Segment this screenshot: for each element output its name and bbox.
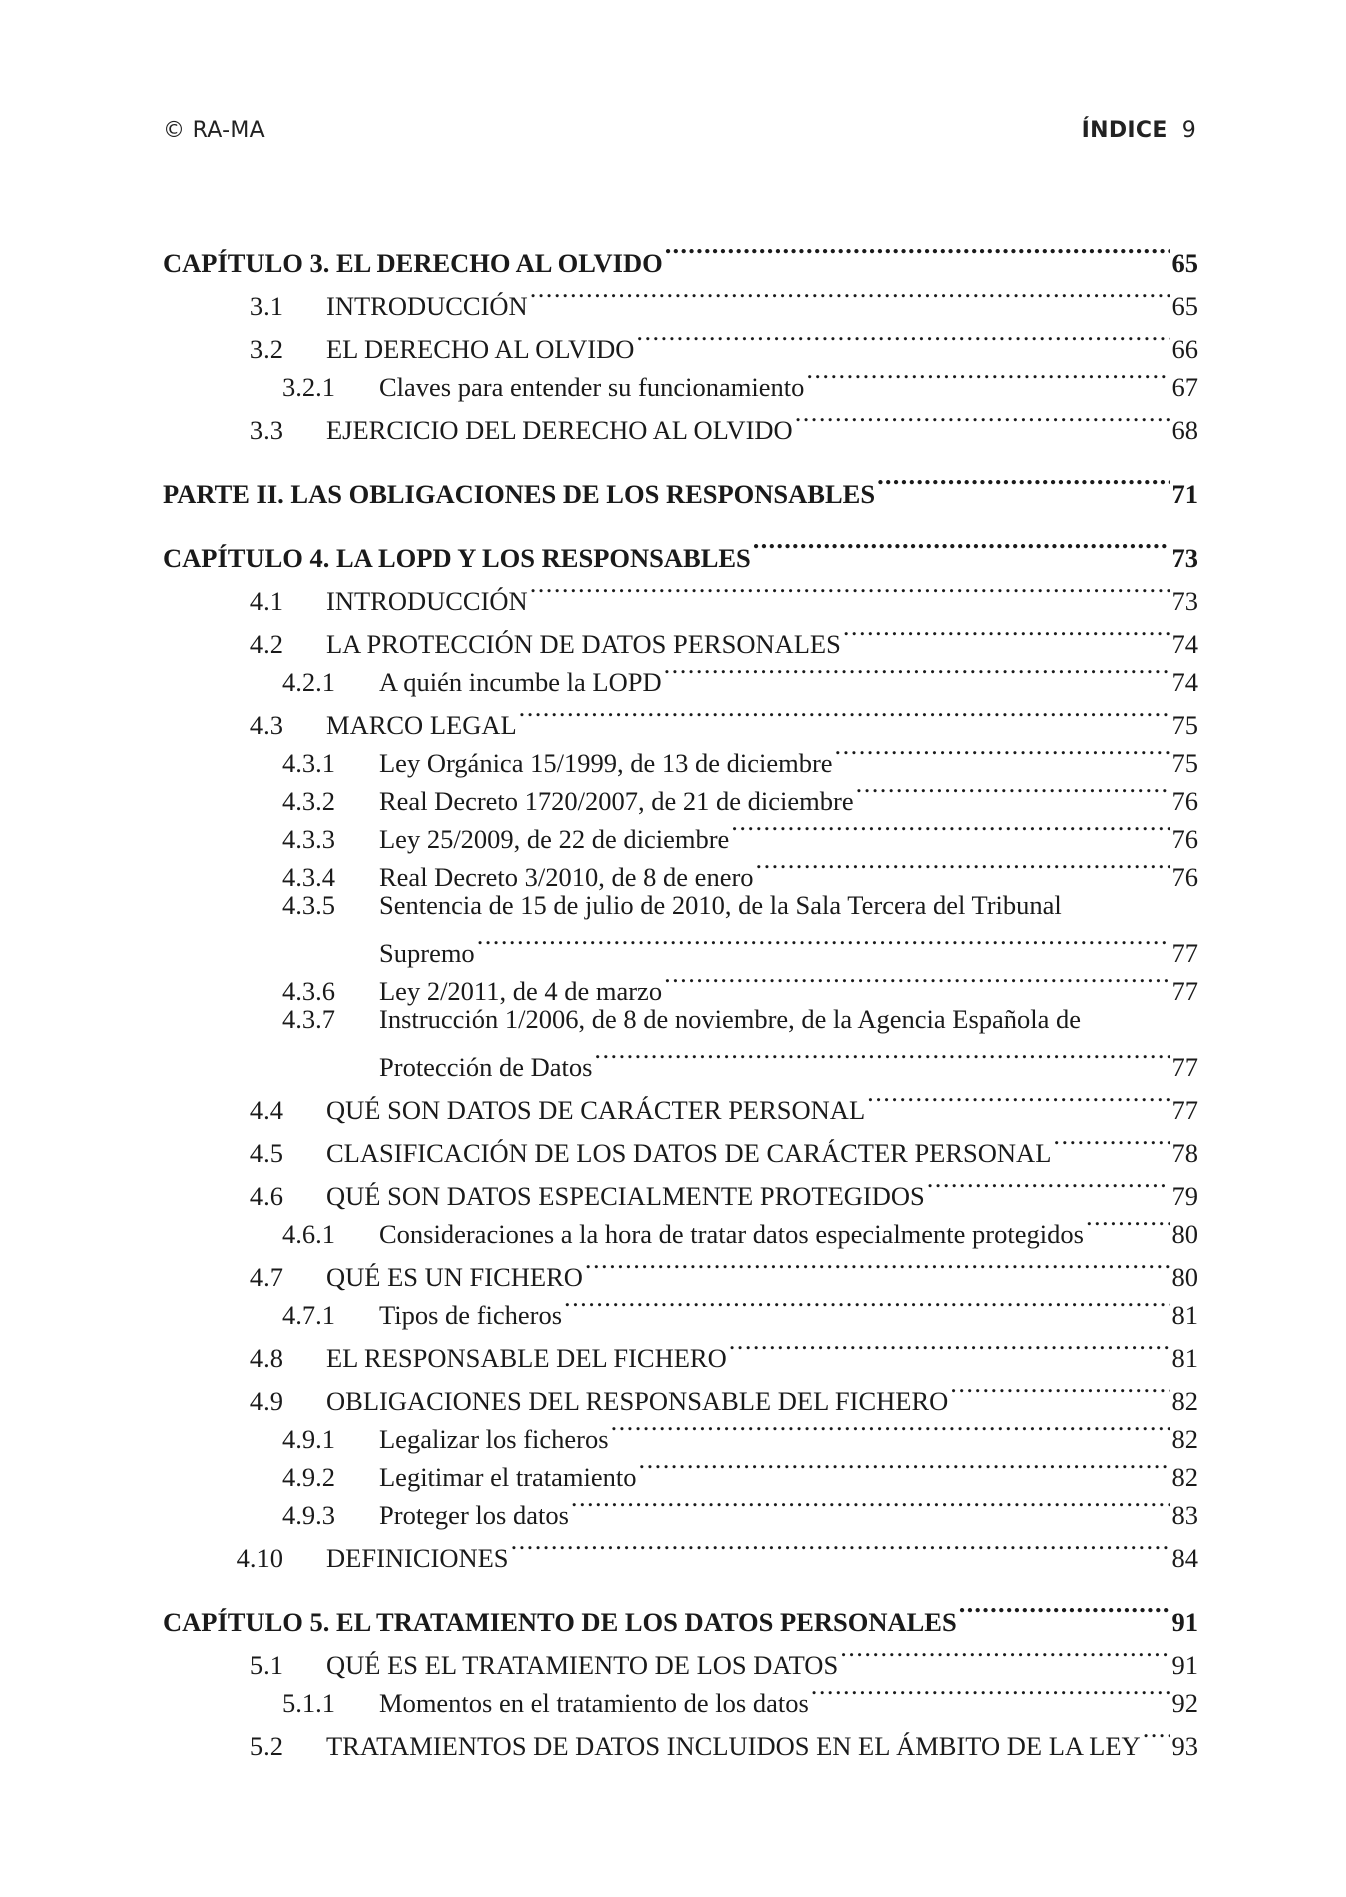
toc-subsection-entry[interactable] (163, 886, 1198, 968)
toc-page-number: 92 (1171, 1688, 1198, 1718)
toc-entry-title: Consideraciones a la hora de tratar datos especialmente protegidos (379, 1219, 1084, 1249)
toc-page-number: 82 (1171, 1462, 1198, 1492)
toc-section-number: 4.7 (249, 1262, 283, 1292)
toc-page-number: 74 (1171, 629, 1198, 659)
toc-chapter-entry[interactable] (163, 232, 1198, 278)
toc-entry-title: LA PROTECCIÓN DE DATOS PERSONALES (326, 629, 841, 659)
toc-section-entry[interactable] (163, 1329, 1198, 1373)
dot-leader (927, 1167, 1170, 1205)
toc-entry-title: EL DERECHO AL OLVIDO (326, 334, 635, 364)
toc-chapter-entry[interactable] (163, 527, 1198, 573)
toc-entry-title: QUÉ ES EL TRATAMIENTO DE LOS DATOS (326, 1650, 839, 1680)
publisher-mark: © RA-MA (163, 118, 266, 143)
toc-page-number: 68 (1171, 415, 1198, 445)
toc-page-number: 91 (1171, 1650, 1198, 1680)
toc-page-number: 80 (1171, 1262, 1198, 1292)
toc-subsection-number: 4.2.1 (282, 667, 335, 697)
page-number: 9 (1181, 118, 1196, 143)
toc-section-number: 4.8 (249, 1343, 283, 1373)
toc-entry-title: QUÉ ES UN FICHERO (326, 1262, 583, 1292)
toc-subsection-number: 4.3.6 (282, 976, 335, 1006)
toc-page-number: 77 (1171, 938, 1198, 968)
toc-section-number: 4.5 (249, 1138, 283, 1168)
toc-subsection-entry[interactable] (163, 962, 1198, 1006)
toc-section-number: 5.1 (249, 1650, 283, 1680)
toc-subsection-number: 4.3.2 (282, 786, 335, 816)
toc-entry-title: Ley Orgánica 15/1999, de 13 de diciembre (379, 748, 833, 778)
toc-entry-title: Ley 25/2009, de 22 de diciembre (379, 824, 730, 854)
toc-subsection-number: 4.3.7 (282, 1004, 335, 1034)
toc-subsection-number: 4.3.3 (282, 824, 335, 854)
dot-leader (665, 232, 1170, 272)
toc-section-entry[interactable] (163, 1081, 1198, 1125)
toc-entry-title: Proteger los datos (379, 1500, 569, 1530)
toc-page-number: 93 (1171, 1731, 1198, 1761)
toc-page-number: 67 (1171, 372, 1198, 402)
toc-subsection-number: 4.3.5 (282, 890, 335, 920)
toc-section-entry[interactable] (163, 1167, 1198, 1211)
dot-leader (729, 1329, 1170, 1367)
toc-subsection-number: 4.3.1 (282, 748, 335, 778)
toc-entry-title: INTRODUCCIÓN (326, 291, 528, 321)
toc-page-number: 78 (1171, 1138, 1198, 1168)
toc-entry-title: QUÉ SON DATOS DE CARÁCTER PERSONAL (326, 1095, 866, 1125)
toc-entry-title: PARTE II. LAS OBLIGACIONES DE LOS RESPONSABLES (163, 479, 876, 509)
toc-page-number: 82 (1171, 1386, 1198, 1416)
toc-entry-title: EL RESPONSABLE DEL FICHERO (326, 1343, 727, 1373)
toc-section-number: 5.2 (249, 1731, 283, 1761)
toc-entry-continuation (379, 924, 1198, 968)
toc-entry-title: INTRODUCCIÓN (326, 586, 528, 616)
toc-section-entry[interactable] (163, 401, 1198, 445)
dot-leader (639, 1448, 1170, 1486)
dot-leader (877, 463, 1169, 503)
toc-entry-title: Sentencia de 15 de julio de 2010, de la Sala Tercera del Tribunal (379, 890, 1062, 920)
toc-subsection-number: 4.6.1 (282, 1219, 335, 1249)
dot-leader (959, 1591, 1170, 1631)
toc-subsection-number: 4.9.2 (282, 1462, 335, 1492)
toc-section-number: 4.3 (249, 710, 283, 740)
toc-page-number: 80 (1171, 1219, 1198, 1249)
toc-page-number: 73 (1171, 586, 1198, 616)
toc-section-number: 3.3 (249, 415, 283, 445)
dot-leader (1086, 1205, 1170, 1243)
toc-section-entry[interactable] (163, 320, 1198, 364)
running-title (1082, 118, 1196, 143)
dot-leader (664, 962, 1169, 1000)
toc-section-number: 4.1 (249, 586, 283, 616)
toc-section-entry[interactable] (163, 696, 1198, 740)
toc-section-number: 4.9 (249, 1386, 283, 1416)
toc-page-number: 77 (1171, 1052, 1198, 1082)
dot-leader (756, 848, 1170, 886)
dot-leader (477, 924, 1170, 962)
toc-page-number: 79 (1171, 1181, 1198, 1211)
dot-leader (530, 277, 1170, 315)
toc-entry-title: Momentos en el tratamiento de los datos (379, 1688, 809, 1718)
dot-leader (795, 401, 1170, 439)
toc-entry-title: CLASIFICACIÓN DE LOS DATOS DE CARÁCTER PERSONAL (326, 1138, 1052, 1168)
toc-entry-title: CAPÍTULO 3. EL DERECHO AL OLVIDO (163, 248, 663, 278)
toc-subsection-entry[interactable] (163, 734, 1198, 778)
toc-entry-title: Instrucción 1/2006, de 8 de noviembre, de la Agencia Española de (379, 1004, 1082, 1034)
toc-subsection-entry[interactable] (163, 1000, 1198, 1082)
toc-page-number: 83 (1171, 1500, 1198, 1530)
toc-section-entry[interactable] (163, 615, 1198, 659)
dot-leader (530, 572, 1170, 610)
toc-subsection-entry[interactable] (163, 1410, 1198, 1454)
toc-entry-title: CAPÍTULO 5. EL TRATAMIENTO DE LOS DATOS PERSONALES (163, 1607, 957, 1637)
dot-leader (840, 1636, 1169, 1674)
toc-entry-title: MARCO LEGAL (326, 710, 517, 740)
toc-entry-continuation (379, 1038, 1198, 1082)
section-title: ÍNDICE (1081, 118, 1168, 143)
toc-subsection-number: 5.1.1 (282, 1688, 335, 1718)
toc-entry-title: OBLIGACIONES DEL RESPONSABLE DEL FICHERO (326, 1386, 949, 1416)
toc-entry-line (163, 886, 1198, 924)
dot-leader (511, 1529, 1170, 1567)
toc-page-number: 81 (1171, 1300, 1198, 1330)
toc-page-number: 65 (1171, 248, 1198, 278)
toc-subsection-number: 4.7.1 (282, 1300, 335, 1330)
dot-leader (564, 1286, 1169, 1324)
toc-entry-title: A quién incumbe la LOPD (379, 667, 662, 697)
dot-leader (753, 527, 1170, 567)
toc-page-number: 77 (1171, 1095, 1198, 1125)
toc-entry-title: Legitimar el tratamiento (379, 1462, 637, 1492)
dot-leader (835, 734, 1170, 772)
toc-entry-title: CAPÍTULO 4. LA LOPD Y LOS RESPONSABLES (163, 543, 751, 573)
toc-entry-title: Legalizar los ficheros (379, 1424, 609, 1454)
toc-section-number: 4.6 (249, 1181, 283, 1211)
dot-leader (571, 1486, 1170, 1524)
toc-section-entry[interactable] (163, 1124, 1198, 1168)
dot-leader (1143, 1717, 1170, 1755)
toc-section-number: 4.4 (249, 1095, 283, 1125)
toc-entry-title: Real Decreto 1720/2007, de 21 de diciembre (379, 786, 854, 816)
toc-page-number: 71 (1171, 479, 1198, 509)
dot-leader (664, 653, 1170, 691)
toc-section-entry[interactable] (163, 1372, 1198, 1416)
toc-entry-title: DEFINICIONES (326, 1543, 509, 1573)
toc-entry-line (163, 1000, 1198, 1038)
toc-chapter-entry[interactable] (163, 463, 1198, 509)
dot-leader (611, 1410, 1170, 1448)
toc-subsection-number: 4.9.1 (282, 1424, 335, 1454)
toc-section-number: 4.2 (249, 629, 283, 659)
toc-subsection-entry[interactable] (163, 653, 1198, 697)
page-header (163, 118, 1196, 143)
dot-leader (731, 810, 1169, 848)
toc-subsection-number: 4.9.3 (282, 1500, 335, 1530)
toc-page-number: 76 (1171, 786, 1198, 816)
dot-leader (585, 1248, 1170, 1286)
toc-subsection-entry[interactable] (163, 358, 1198, 402)
toc-entry-title: Claves para entender su funcionamiento (379, 372, 805, 402)
toc-section-entry[interactable] (163, 1248, 1198, 1292)
toc-page-number: 91 (1171, 1607, 1198, 1637)
toc-page-number: 77 (1171, 976, 1198, 1006)
dot-leader (867, 1081, 1169, 1119)
toc-entry-title: Ley 2/2011, de 4 de marzo (379, 976, 663, 1006)
dot-leader (806, 358, 1169, 396)
dot-leader (843, 615, 1170, 653)
toc-section-number: 3.2 (249, 334, 283, 364)
toc-subsection-number: 4.3.4 (282, 862, 335, 892)
toc-section-entry[interactable] (163, 1529, 1198, 1573)
toc-page-number: 65 (1171, 291, 1198, 321)
toc-section-number: 4.10 (236, 1543, 283, 1573)
toc-page-number: 73 (1171, 543, 1198, 573)
toc-page-number: 84 (1171, 1543, 1198, 1573)
table-of-contents (163, 232, 1198, 1761)
dot-leader (594, 1038, 1169, 1076)
dot-leader (811, 1674, 1170, 1712)
toc-page-number: 76 (1171, 862, 1198, 892)
dot-leader (519, 696, 1170, 734)
toc-entry-title-continued: Supremo (379, 938, 475, 968)
dot-leader (950, 1372, 1169, 1410)
dot-leader (856, 772, 1170, 810)
toc-entry-title: Real Decreto 3/2010, de 8 de enero (379, 862, 754, 892)
toc-entry-title: Tipos de ficheros (379, 1300, 563, 1330)
toc-page-number: 66 (1171, 334, 1198, 364)
toc-entry-title: TRATAMIENTOS DE DATOS INCLUIDOS EN EL ÁMBITO DE LA LEY (326, 1731, 1141, 1761)
toc-page-number: 81 (1171, 1343, 1198, 1373)
toc-entry-title: QUÉ SON DATOS ESPECIALMENTE PROTEGIDOS (326, 1181, 925, 1211)
toc-page-number: 75 (1171, 748, 1198, 778)
toc-page-number: 74 (1171, 667, 1198, 697)
toc-page-number: 76 (1171, 824, 1198, 854)
dot-leader (1053, 1124, 1169, 1162)
toc-chapter-entry[interactable] (163, 1591, 1198, 1637)
toc-entry-title-continued: Protección de Datos (379, 1052, 593, 1082)
toc-page-number: 75 (1171, 710, 1198, 740)
toc-entry-title: EJERCICIO DEL DERECHO AL OLVIDO (326, 415, 793, 445)
toc-section-entry[interactable] (163, 1717, 1198, 1761)
toc-subsection-number: 3.2.1 (282, 372, 335, 402)
toc-section-number: 3.1 (249, 291, 283, 321)
toc-page-number: 82 (1171, 1424, 1198, 1454)
dot-leader (636, 320, 1169, 358)
toc-subsection-entry[interactable] (163, 1286, 1198, 1330)
